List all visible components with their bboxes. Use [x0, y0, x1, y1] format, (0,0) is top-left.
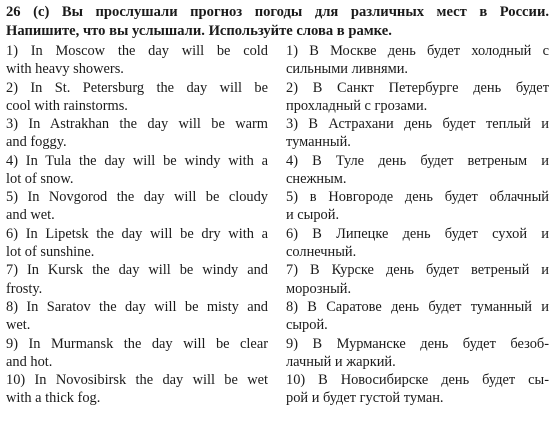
- english-item-4-line-1: 4) In Tula the day will be windy with a: [6, 152, 268, 169]
- russian-item-3-line-1: 3) В Астрахани день будет теплый и: [286, 116, 549, 133]
- russian-item-3: [286, 115, 549, 151]
- english-item-3-line-2: and foggy.: [6, 134, 67, 151]
- russian-item-6: [286, 225, 549, 261]
- english-item-9: [6, 335, 268, 371]
- english-item-2: [6, 79, 268, 115]
- english-item-10-line-1: 10) In Novosibirsk the day will be wet: [6, 372, 268, 389]
- english-item-4: [6, 152, 268, 188]
- russian-item-2: [286, 79, 549, 115]
- russian-item-8: [286, 298, 549, 334]
- exercise-title: 26 (c) Вы прослушали прогноз погоды для различных мест в России.: [6, 4, 549, 20]
- english-item-8-line-1: 8) In Saratov the day will be misty and: [6, 299, 268, 316]
- english-item-6: [6, 225, 268, 261]
- english-item-10-line-2: with a thick fog.: [6, 390, 101, 407]
- russian-item-5-line-1: 5) в Новгороде день будет облачный: [286, 189, 549, 206]
- english-item-7-line-1: 7) In Kursk the day will be windy and: [6, 262, 268, 279]
- english-item-6-line-2: lot of sunshine.: [6, 243, 95, 260]
- russian-item-1-line-1: 1) В Москве день будет холодный с: [286, 43, 549, 59]
- english-item-2-line-1: 2) In St. Petersburg the day will be: [6, 79, 268, 96]
- english-item-9-line-2: and hot.: [6, 353, 53, 370]
- english-item-9-line-1: 9) In Murmansk the day will be clear: [6, 335, 268, 352]
- russian-item-1: [286, 42, 549, 78]
- russian-item-7-line-2: морозный.: [286, 280, 352, 297]
- english-item-7-line-2: frosty.: [6, 280, 43, 297]
- russian-item-6-line-2: солнечный.: [286, 243, 357, 260]
- russian-item-6-line-1: 6) В Липецке день будет сухой и: [286, 225, 549, 242]
- russian-item-9: [286, 335, 549, 371]
- russian-item-1-line-2: сильными ливнями.: [286, 61, 409, 78]
- answer-columns: [6, 42, 549, 408]
- russian-item-8-line-2: сырой.: [286, 317, 328, 334]
- russian-item-3-line-2: туманный.: [286, 134, 351, 151]
- russian-item-4: [286, 152, 549, 188]
- russian-item-9-line-2: лачный и жаркий.: [286, 353, 396, 370]
- russian-column: [286, 42, 549, 408]
- russian-item-7-line-1: 7) В Курске день будет ветреный и: [286, 262, 549, 279]
- russian-item-2-line-2: прохладный с грозами.: [286, 97, 428, 114]
- english-item-8-line-2: wet.: [6, 317, 31, 334]
- english-item-3: [6, 115, 268, 151]
- english-item-6-line-1: 6) In Lipetsk the day will be dry with a: [6, 225, 268, 242]
- english-item-5-line-2: and wet.: [6, 207, 55, 224]
- english-item-5: [6, 188, 268, 224]
- russian-item-5-line-2: и сырой.: [286, 207, 340, 224]
- english-item-5-line-1: 5) In Novgorod the day will be cloudy: [6, 189, 268, 206]
- russian-item-7: [286, 261, 549, 297]
- english-item-3-line-1: 3) In Astrakhan the day will be warm: [6, 116, 268, 133]
- russian-item-9-line-1: 9) В Мурманске день будет безоб-: [286, 335, 549, 352]
- russian-item-4-line-2: снежным.: [286, 170, 347, 187]
- russian-item-5: [286, 188, 549, 224]
- english-item-1: [6, 42, 268, 78]
- english-item-1-line-2: with heavy showers.: [6, 61, 124, 78]
- english-item-4-line-2: lot of snow.: [6, 170, 74, 187]
- english-item-10: [6, 371, 268, 407]
- russian-item-10-line-1: 10) В Новосибирске день будет сы-: [286, 372, 549, 389]
- russian-item-10-line-2: рой и будет густой туман.: [286, 390, 444, 407]
- russian-item-10: [286, 371, 549, 407]
- exercise-instruction: Напишите, что вы услышали. Используйте слова в рамке.: [6, 23, 392, 39]
- english-column: [6, 42, 268, 408]
- english-item-7: [6, 261, 268, 297]
- english-item-2-line-2: cool with rainstorms.: [6, 97, 128, 114]
- exercise-header: [6, 3, 549, 41]
- russian-item-2-line-1: 2) В Санкт Петербурге день будет: [286, 79, 549, 96]
- english-item-8: [6, 298, 268, 334]
- english-item-1-line-1: 1) In Moscow the day will be cold: [6, 43, 268, 59]
- russian-item-4-line-1: 4) В Туле день будет ветреным и: [286, 152, 549, 169]
- russian-item-8-line-1: 8) В Саратове день будет туманный и: [286, 299, 549, 316]
